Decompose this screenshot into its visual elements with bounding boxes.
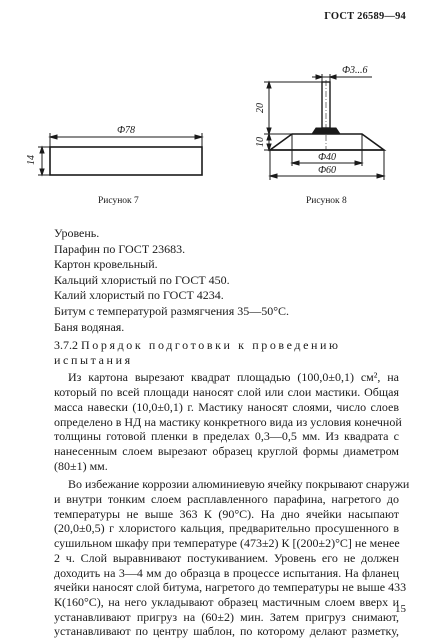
paragraph-1 [54, 370, 402, 473]
paragraph-line: нанесенным слоем вырезают образец круглой формы диаметром [54, 443, 399, 458]
paragraph-line: температуры не выше 363 К (90°С). На дно ячейки насыпают [54, 506, 399, 521]
paragraph-line: толщины готовой пленки в пределах 0,3—0,5 мм. Из квадрата с [54, 429, 399, 444]
figure-8-caption: Рисунок 8 [306, 196, 347, 206]
figure-7-caption: Рисунок 7 [98, 196, 139, 206]
paragraph-line: масса навески (10,0±0,1) г. Мастику наносят слоями, число слоев [54, 399, 399, 414]
page-number: 15 [395, 603, 406, 615]
material-item: Кальций хлористый по ГОСТ 450. [54, 272, 230, 287]
paragraph-line: доходить на 3—4 мм до образца в процессе испытания. На фланец [54, 565, 399, 580]
document-code: ГОСТ 26589—94 [324, 11, 406, 22]
paragraph-line: который по всей площади наносят слой или слои мастики. Общая [54, 385, 399, 400]
material-item: Уровень. [54, 226, 100, 240]
paragraph-line: (20,0±0,5) г хлористого кальция, предварительно просушенного в [54, 521, 399, 536]
fig7-height-label: 14 [26, 155, 37, 165]
material-item: Баня водяная. [54, 319, 125, 334]
paragraph-line: Во избежание коррозии алюминиевую ячейку покрывают снаружи [68, 477, 410, 492]
paragraph-line: Из картона вырезают квадрат площадью (100,0±0,1) см², на [68, 370, 399, 385]
section-title-line1: Порядок подготовки к проведению [81, 338, 341, 352]
material-item: Калий хлористый по ГОСТ 4234. [54, 288, 224, 303]
paragraph-line: определено в НД на мастику конкретного вида из условия конечной [54, 414, 402, 429]
figure-7-drawing [38, 133, 202, 175]
paragraph-line: К(160°С), на него укладывают образец мастичным слоем вверх и [54, 594, 399, 609]
section-number: 3.7.2 [54, 338, 78, 352]
paragraph-line: и внутри тонким слоем расплавленного парафина, нагретого до [54, 492, 399, 507]
fig8-height-20-label: 20 [255, 103, 266, 113]
figures-area [0, 0, 428, 215]
paragraph-line: сушильном шкафу при температуре (473±2) К [(200±2)°С] не менее [54, 536, 400, 551]
fig8-pin-label: Ф3...6 [342, 65, 368, 76]
fig8-inner-diameter-label: Ф40 [318, 152, 337, 163]
materials-list [54, 226, 414, 335]
paragraph-line: 2 ч. Слой выравнивают постукиванием. Уровень его не должен [54, 550, 399, 565]
paragraph-line: ячейки наносят слой битума, нагретого до температуры не выше 433 [54, 580, 407, 595]
section-heading [54, 338, 399, 353]
fig8-outer-diameter-label: Ф60 [318, 165, 337, 176]
fig7-width-label: Ф78 [117, 125, 136, 136]
fig8-height-10-label: 10 [255, 137, 266, 147]
paragraph-line: (80±1) мм. [54, 458, 108, 473]
material-item: Битум с температурой размягчения 35—50°С. [54, 303, 290, 318]
material-item: Картон кровельный. [54, 257, 158, 272]
paragraph-line: устанавливают по центру шаблон, по которому делают разметку, [54, 624, 399, 639]
paragraph-line: устанавливают пригруз на (60±2) мин. Затем пригруз снимают, [54, 609, 399, 624]
section-title-line2: испытания [54, 352, 133, 367]
material-item: Парафин по ГОСТ 23683. [54, 241, 186, 256]
